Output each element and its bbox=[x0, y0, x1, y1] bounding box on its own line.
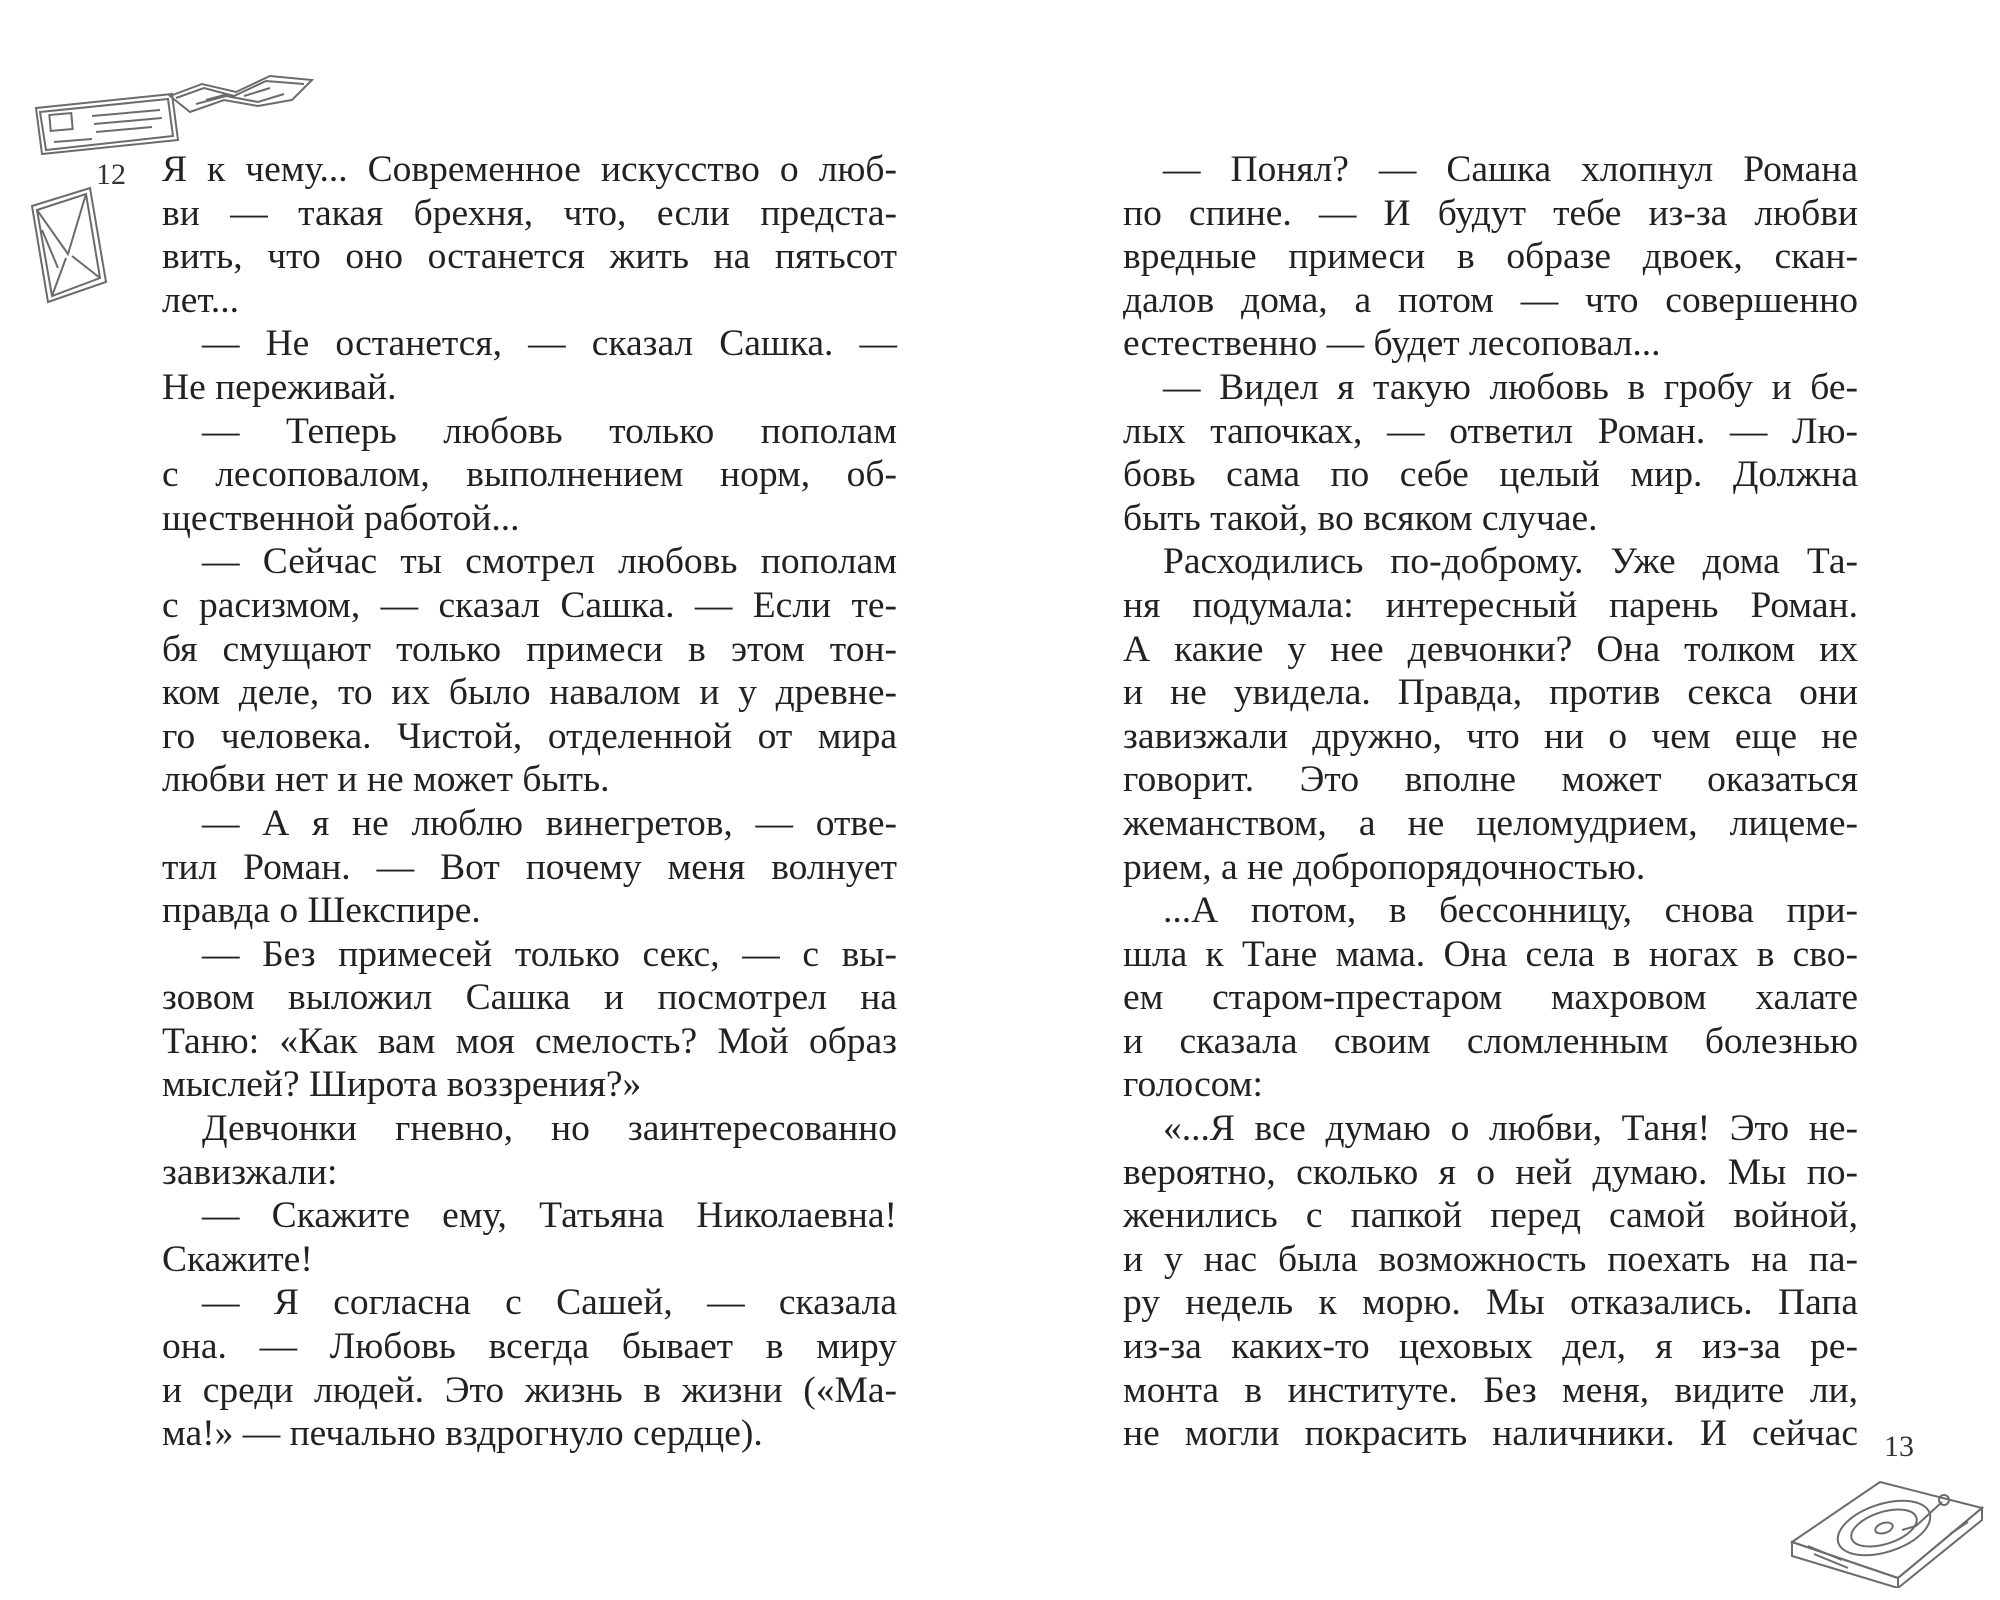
text-line: бя смущают только примеси в этом тон- bbox=[162, 628, 897, 670]
text-line: она. — Любовь всегда бывает в миру bbox=[162, 1326, 897, 1368]
text-line: зовом выложил Сашка и посмотрел на bbox=[162, 977, 897, 1019]
text-line: — Без примесей только секс, — с вы- bbox=[202, 933, 897, 975]
letter-icon bbox=[166, 66, 316, 122]
text-line: — Понял? — Сашка хлопнул Романа bbox=[1163, 149, 1858, 190]
right-page-text bbox=[1123, 148, 1858, 1456]
text-line: Скажите! bbox=[162, 1238, 313, 1280]
text-line: ня подумала: интересный парень Роман. bbox=[1123, 584, 1858, 626]
text-line: Девчонки гневно, но заинтересованно bbox=[202, 1108, 897, 1150]
text-line: и не увидела. Правда, против секса они bbox=[1123, 672, 1858, 714]
text-line: — Не останется, — сказал Сашка. — bbox=[202, 323, 897, 365]
text-line: ...А потом, в бессонницу, снова при- bbox=[1163, 890, 1858, 932]
text-line: женились с папкой перед самой войной, bbox=[1123, 1195, 1858, 1237]
text-line: — Видел я такую любовь в гробу и бе- bbox=[1163, 366, 1858, 408]
record-player-icon bbox=[1786, 1468, 1986, 1588]
text-line: с лесоповалом, выполнением норм, об- bbox=[162, 454, 897, 496]
text-line: мыслей? Широта воззрения?» bbox=[162, 1064, 642, 1106]
text-line: быть такой, во всяком случае. bbox=[1123, 497, 1598, 539]
text-line: голосом: bbox=[1123, 1064, 1263, 1106]
text-line: Не переживай. bbox=[162, 366, 397, 408]
text-line: ви — такая брехня, что, если предста- bbox=[162, 192, 897, 234]
text-line: — Я согласна с Сашей, — сказала bbox=[202, 1282, 897, 1324]
text-line: правда о Шекспире. bbox=[162, 890, 481, 932]
text-line: любви нет и не может быть. bbox=[162, 759, 610, 801]
text-line: — Сейчас ты смотрел любовь пополам bbox=[202, 541, 897, 583]
text-line: и у нас была возможность поехать на па- bbox=[1123, 1238, 1858, 1280]
text-line: ем старом-престаром махровом халате bbox=[1123, 977, 1858, 1019]
text-line: вредные примеси в образе двоек, скан- bbox=[1123, 236, 1858, 278]
text-line: жеманством, а не целомудрием, лицеме- bbox=[1123, 802, 1858, 844]
text-line: «...Я все думаю о любви, Таня! Это не- bbox=[1163, 1108, 1858, 1150]
text-line: из-за каких-то цеховых дел, я из-за ре- bbox=[1123, 1326, 1858, 1368]
text-line: бовь сама по себе целый мир. Должна bbox=[1123, 454, 1858, 496]
text-line: го человека. Чистой, отделенной от мира bbox=[162, 715, 897, 757]
left-page-text bbox=[162, 148, 897, 1456]
text-line: А какие у нее девчонки? Она толком их bbox=[1123, 628, 1858, 670]
text-line: вероятно, сколько я о ней думаю. Мы по- bbox=[1123, 1151, 1858, 1193]
text-line: и сказала своим сломленным болезнью bbox=[1123, 1020, 1858, 1062]
text-line: — Теперь любовь только пополам bbox=[202, 410, 897, 452]
text-line: тил Роман. — Вот почему меня волнует bbox=[162, 846, 897, 888]
text-line: завизжали: bbox=[162, 1151, 338, 1193]
page-number-left: 12 bbox=[96, 158, 126, 191]
text-line: щественной работой... bbox=[162, 497, 520, 539]
text-line: Таню: «Как вам моя смелость? Мой образ bbox=[162, 1020, 897, 1062]
text-line: лых тапочках, — ответил Роман. — Лю- bbox=[1123, 410, 1858, 452]
text-line: — Скажите ему, Татьяна Николаевна! bbox=[202, 1195, 897, 1237]
text-line: далов дома, а потом — что совершенно bbox=[1123, 279, 1858, 321]
text-line: естественно — будет лесоповал... bbox=[1123, 323, 1661, 365]
text-line: — А я не люблю винегретов, — отве- bbox=[202, 802, 897, 844]
text-line: и среди людей. Это жизнь в жизни («Ма- bbox=[162, 1369, 897, 1411]
sealed-envelope-icon bbox=[28, 184, 108, 310]
text-line: завизжали дружно, что ни о чем еще не bbox=[1123, 715, 1858, 757]
text-line: монта в институте. Без меня, видите ли, bbox=[1123, 1369, 1858, 1411]
text-line: ма!» — печально вздрогнуло сердце). bbox=[162, 1413, 763, 1455]
text-line: ком деле, то их было навалом и у древне- bbox=[162, 672, 897, 714]
page-number-right: 13 bbox=[1884, 1430, 1914, 1463]
text-line: Расходились по-доброму. Уже дома Та- bbox=[1163, 541, 1858, 583]
text-line: ру недель к морю. Мы отказались. Папа bbox=[1123, 1282, 1858, 1324]
envelope-icon bbox=[32, 88, 182, 160]
text-line: шла к Тане мама. Она села в ногах в сво- bbox=[1123, 933, 1858, 975]
text-line: лет... bbox=[162, 279, 240, 321]
text-line: говорит. Это вполне может оказаться bbox=[1123, 759, 1858, 801]
text-line: вить, что оно останется жить на пятьсот bbox=[162, 236, 897, 278]
text-line: по спине. — И будут тебе из-за любви bbox=[1123, 192, 1858, 234]
text-line: Я к чему... Современное искусство о люб- bbox=[162, 149, 897, 190]
text-line: рием, а не добропорядочностью. bbox=[1123, 846, 1646, 888]
text-line: с расизмом, — сказал Сашка. — Если те- bbox=[162, 584, 897, 626]
text-line: не могли покрасить наличники. И сейчас bbox=[1123, 1413, 1858, 1455]
